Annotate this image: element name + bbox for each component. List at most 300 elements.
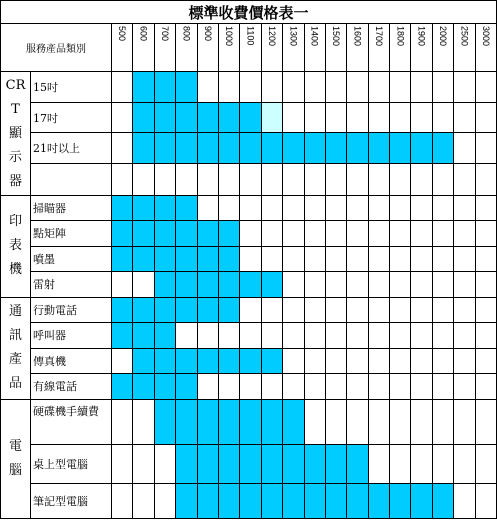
price-cell-empty	[454, 163, 475, 195]
price-cell-empty	[325, 195, 346, 220]
price-cell-empty	[475, 102, 496, 133]
price-cell-empty	[390, 374, 411, 399]
price-cell-empty	[390, 102, 411, 133]
price-cell-empty	[304, 246, 325, 271]
price-cell-empty	[454, 221, 475, 246]
price-cell-empty	[283, 246, 304, 271]
price-cell-filled	[176, 374, 197, 399]
price-cell-empty	[390, 221, 411, 246]
price-cell-empty	[411, 246, 432, 271]
price-cell-empty	[261, 72, 282, 103]
price-cell-filled	[154, 72, 175, 103]
price-cell-filled	[154, 348, 175, 373]
price-cell-empty	[454, 246, 475, 271]
price-cell-empty	[112, 348, 133, 373]
price-cell-empty	[197, 374, 218, 399]
price-cell-empty	[475, 348, 496, 373]
price-cell-empty	[325, 297, 346, 322]
price-column-label: 500	[117, 26, 128, 42]
price-cell-filled	[112, 221, 133, 246]
item-label: 硬碟機手續費	[31, 399, 112, 445]
price-cell-filled	[176, 399, 197, 445]
price-cell-filled	[218, 348, 239, 373]
price-cell-empty	[133, 484, 154, 519]
price-cell-filled	[154, 102, 175, 133]
price-cell-empty	[197, 163, 218, 195]
price-cell-filled	[304, 445, 325, 484]
price-cell-filled	[411, 133, 432, 164]
price-cell-empty	[390, 246, 411, 271]
price-column-label: 1500	[331, 26, 342, 47]
price-cell-empty	[347, 195, 368, 220]
price-cell-empty	[454, 445, 475, 484]
price-cell-empty	[240, 246, 261, 271]
price-cell-empty	[304, 102, 325, 133]
price-cell-empty	[432, 323, 453, 348]
price-cell-filled	[261, 445, 282, 484]
price-cell-empty	[475, 297, 496, 322]
price-cell-filled	[176, 102, 197, 133]
price-cell-empty	[368, 102, 389, 133]
item-label: 21吋以上	[31, 133, 112, 164]
price-cell-empty	[325, 72, 346, 103]
price-cell-filled	[176, 246, 197, 271]
price-cell-filled	[218, 297, 239, 322]
price-cell-empty	[390, 348, 411, 373]
price-column-header	[304, 24, 325, 72]
price-cell-empty	[304, 323, 325, 348]
price-column-label: 1900	[416, 26, 427, 47]
price-cell-empty	[368, 246, 389, 271]
price-cell-filled	[304, 133, 325, 164]
price-column-label: 900	[202, 26, 213, 42]
price-cell-filled	[432, 484, 453, 519]
price-cell-empty	[283, 272, 304, 297]
price-cell-filled	[283, 399, 304, 445]
price-cell-empty	[283, 323, 304, 348]
price-cell-filled	[283, 133, 304, 164]
price-column-header	[218, 24, 239, 72]
price-cell-empty	[368, 163, 389, 195]
price-cell-filled	[261, 484, 282, 519]
price-column-header	[454, 24, 475, 72]
price-table-body	[1, 1, 497, 519]
price-cell-empty	[390, 72, 411, 103]
price-cell-empty	[347, 348, 368, 373]
item-label	[31, 163, 112, 195]
price-cell-filled	[347, 133, 368, 164]
price-cell-filled	[197, 399, 218, 445]
price-cell-filled	[261, 399, 282, 445]
price-cell-empty	[133, 272, 154, 297]
price-cell-empty	[347, 221, 368, 246]
category-text: 電腦	[8, 438, 22, 478]
price-cell-empty	[304, 163, 325, 195]
price-cell-empty	[368, 195, 389, 220]
price-cell-empty	[411, 221, 432, 246]
price-cell-filled	[197, 272, 218, 297]
price-cell-filled	[112, 374, 133, 399]
price-cell-empty	[347, 102, 368, 133]
price-cell-empty	[390, 323, 411, 348]
table-row	[1, 374, 497, 399]
price-cell-empty	[218, 195, 239, 220]
price-cell-empty	[432, 221, 453, 246]
price-cell-empty	[304, 348, 325, 373]
category-label	[1, 297, 31, 399]
price-cell-filled	[197, 133, 218, 164]
price-cell-empty	[411, 272, 432, 297]
price-cell-filled	[283, 484, 304, 519]
price-cell-empty	[283, 72, 304, 103]
price-column-header	[347, 24, 368, 72]
price-cell-filled	[218, 221, 239, 246]
price-cell-empty	[325, 102, 346, 133]
price-cell-empty	[261, 374, 282, 399]
price-cell-filled	[176, 484, 197, 519]
price-cell-empty	[347, 246, 368, 271]
price-cell-empty	[454, 195, 475, 220]
price-cell-empty	[240, 297, 261, 322]
price-column-header	[133, 24, 154, 72]
price-cell-filled	[240, 445, 261, 484]
price-cell-empty	[218, 323, 239, 348]
price-cell-empty	[475, 221, 496, 246]
price-cell-empty	[325, 163, 346, 195]
item-label: 噴墨	[31, 246, 112, 271]
price-cell-filled	[176, 195, 197, 220]
price-cell-empty	[475, 272, 496, 297]
price-column-header	[112, 24, 133, 72]
price-cell-empty	[112, 133, 133, 164]
price-cell-empty	[454, 374, 475, 399]
price-cell-empty	[325, 221, 346, 246]
title-row	[1, 1, 497, 24]
price-cell-empty	[368, 72, 389, 103]
price-column-header	[432, 24, 453, 72]
price-cell-empty	[240, 195, 261, 220]
price-cell-empty	[154, 163, 175, 195]
table-row	[1, 133, 497, 164]
price-cell-empty	[218, 374, 239, 399]
table-row	[1, 445, 497, 484]
price-column-label: 2500	[459, 26, 470, 47]
price-cell-empty	[304, 297, 325, 322]
price-cell-empty	[368, 348, 389, 373]
price-cell-empty	[475, 374, 496, 399]
price-cell-empty	[112, 72, 133, 103]
price-cell-empty	[475, 72, 496, 103]
price-cell-empty	[368, 445, 389, 484]
price-cell-empty	[432, 272, 453, 297]
item-label: 掃瞄器	[31, 195, 112, 220]
price-cell-filled	[154, 323, 175, 348]
price-cell-empty	[197, 195, 218, 220]
price-cell-filled	[133, 72, 154, 103]
price-cell-filled	[240, 102, 261, 133]
price-cell-empty	[133, 163, 154, 195]
price-cell-filled	[261, 348, 282, 373]
price-cell-empty	[475, 484, 496, 519]
price-cell-empty	[304, 272, 325, 297]
price-cell-filled	[197, 484, 218, 519]
price-cell-filled	[261, 272, 282, 297]
table-row	[1, 221, 497, 246]
price-cell-empty	[432, 195, 453, 220]
price-column-header	[261, 24, 282, 72]
price-cell-empty	[218, 72, 239, 103]
price-cell-filled	[112, 246, 133, 271]
price-cell-filled	[133, 102, 154, 133]
price-cell-filled	[133, 348, 154, 373]
price-cell-filled	[218, 102, 239, 133]
price-cell-empty	[454, 484, 475, 519]
price-cell-filled	[197, 445, 218, 484]
price-cell-empty	[390, 445, 411, 484]
price-cell-empty	[475, 195, 496, 220]
price-column-label: 700	[159, 26, 170, 42]
price-column-label: 1800	[395, 26, 406, 47]
price-cell-empty	[347, 323, 368, 348]
price-cell-filled	[325, 133, 346, 164]
price-column-label: 800	[181, 26, 192, 42]
price-cell-empty	[411, 445, 432, 484]
price-cell-empty	[390, 163, 411, 195]
header-row	[1, 24, 497, 72]
price-cell-filled	[176, 72, 197, 103]
price-cell-empty	[283, 297, 304, 322]
price-cell-empty	[325, 348, 346, 373]
price-cell-empty	[261, 297, 282, 322]
price-cell-empty	[133, 399, 154, 445]
price-cell-empty	[261, 221, 282, 246]
price-cell-filled	[390, 133, 411, 164]
price-cell-filled	[133, 246, 154, 271]
price-cell-filled	[133, 195, 154, 220]
price-cell-filled	[218, 246, 239, 271]
price-cell-empty	[112, 102, 133, 133]
price-cell-empty	[454, 102, 475, 133]
price-cell-empty	[261, 323, 282, 348]
price-cell-empty	[325, 323, 346, 348]
price-cell-empty	[390, 297, 411, 322]
price-cell-empty	[411, 348, 432, 373]
price-cell-empty	[197, 72, 218, 103]
price-cell-filled	[133, 221, 154, 246]
price-column-label: 1200	[266, 26, 277, 47]
price-cell-empty	[261, 163, 282, 195]
price-cell-empty	[240, 323, 261, 348]
price-cell-empty	[368, 374, 389, 399]
price-column-header	[411, 24, 432, 72]
price-cell-filled	[197, 348, 218, 373]
price-cell-filled	[240, 272, 261, 297]
price-cell-empty	[112, 163, 133, 195]
price-cell-empty	[411, 323, 432, 348]
table-row	[1, 484, 497, 519]
table-row	[1, 399, 497, 445]
table-row	[1, 246, 497, 271]
category-text: CRT顯示器	[5, 77, 26, 189]
price-cell-empty	[454, 133, 475, 164]
price-cell-empty	[432, 348, 453, 373]
price-cell-filled	[112, 297, 133, 322]
category-label	[1, 195, 31, 297]
price-cell-empty	[304, 374, 325, 399]
price-cell-filled	[154, 297, 175, 322]
price-column-header	[283, 24, 304, 72]
price-cell-empty	[283, 374, 304, 399]
price-cell-filled	[368, 133, 389, 164]
price-cell-empty	[368, 399, 389, 445]
price-cell-empty	[411, 297, 432, 322]
price-cell-empty	[347, 272, 368, 297]
price-cell-empty	[454, 272, 475, 297]
price-column-header	[176, 24, 197, 72]
price-cell-empty	[368, 221, 389, 246]
item-label: 17吋	[31, 102, 112, 133]
price-cell-filled	[133, 323, 154, 348]
price-cell-empty	[283, 195, 304, 220]
price-column-header	[240, 24, 261, 72]
price-cell-empty	[347, 163, 368, 195]
price-cell-filled	[154, 246, 175, 271]
price-cell-empty	[411, 374, 432, 399]
price-column-header	[154, 24, 175, 72]
price-cell-empty	[432, 163, 453, 195]
price-cell-empty	[154, 484, 175, 519]
price-cell-empty	[325, 272, 346, 297]
price-cell-empty	[304, 72, 325, 103]
price-cell-empty	[454, 348, 475, 373]
price-cell-filled	[176, 221, 197, 246]
price-cell-empty	[454, 399, 475, 445]
price-column-label: 3000	[480, 26, 491, 47]
item-label: 雷射	[31, 272, 112, 297]
price-cell-filled	[112, 323, 133, 348]
price-cell-empty	[240, 72, 261, 103]
price-cell-filled	[325, 445, 346, 484]
price-column-label: 1600	[352, 26, 363, 47]
price-cell-filled	[176, 272, 197, 297]
price-cell-empty	[390, 399, 411, 445]
price-cell-filled	[176, 133, 197, 164]
price-cell-filled	[261, 133, 282, 164]
price-cell-filled	[240, 399, 261, 445]
price-column-header	[325, 24, 346, 72]
price-cell-empty	[432, 72, 453, 103]
price-cell-empty	[197, 323, 218, 348]
category-label	[1, 399, 31, 518]
price-cell-empty	[454, 323, 475, 348]
price-cell-empty	[218, 163, 239, 195]
price-cell-filled	[154, 133, 175, 164]
price-cell-empty	[454, 297, 475, 322]
table-row	[1, 72, 497, 103]
price-cell-filled	[154, 272, 175, 297]
price-cell-empty	[475, 323, 496, 348]
table-row	[1, 348, 497, 373]
price-cell-empty	[325, 246, 346, 271]
price-cell-empty	[432, 445, 453, 484]
table-row	[1, 272, 497, 297]
price-cell-empty	[283, 102, 304, 133]
price-cell-empty	[112, 484, 133, 519]
item-label: 15吋	[31, 72, 112, 103]
price-cell-filled	[304, 484, 325, 519]
price-cell-empty	[432, 399, 453, 445]
price-cell-empty	[261, 246, 282, 271]
price-cell-empty	[432, 102, 453, 133]
item-label: 桌上型電腦	[31, 445, 112, 484]
price-cell-filled	[197, 221, 218, 246]
price-cell-filled	[133, 374, 154, 399]
price-cell-filled	[154, 374, 175, 399]
price-cell-empty	[176, 163, 197, 195]
price-cell-filled	[218, 399, 239, 445]
price-cell-partial	[261, 102, 282, 133]
price-cell-filled	[218, 484, 239, 519]
price-cell-filled	[154, 195, 175, 220]
price-cell-empty	[112, 399, 133, 445]
price-cell-empty	[283, 163, 304, 195]
price-cell-filled	[432, 133, 453, 164]
price-cell-empty	[347, 399, 368, 445]
price-column-label: 1400	[309, 26, 320, 47]
price-cell-empty	[325, 399, 346, 445]
price-cell-empty	[411, 195, 432, 220]
price-column-header	[475, 24, 496, 72]
price-cell-empty	[390, 272, 411, 297]
price-cell-empty	[411, 72, 432, 103]
price-cell-empty	[240, 163, 261, 195]
price-cell-empty	[240, 374, 261, 399]
price-column-label: 1300	[288, 26, 299, 47]
price-cell-empty	[368, 297, 389, 322]
price-cell-filled	[133, 297, 154, 322]
price-cell-empty	[112, 445, 133, 484]
price-cell-empty	[325, 374, 346, 399]
price-cell-empty	[390, 195, 411, 220]
table-row	[1, 297, 497, 322]
price-cell-empty	[432, 374, 453, 399]
price-cell-filled	[218, 272, 239, 297]
price-cell-empty	[304, 399, 325, 445]
price-cell-empty	[304, 195, 325, 220]
price-cell-empty	[475, 246, 496, 271]
price-cell-empty	[347, 374, 368, 399]
price-column-label: 1700	[373, 26, 384, 47]
price-cell-empty	[304, 221, 325, 246]
price-cell-filled	[176, 348, 197, 373]
table-row	[1, 323, 497, 348]
price-column-header	[368, 24, 389, 72]
price-cell-empty	[411, 399, 432, 445]
price-cell-filled	[218, 445, 239, 484]
price-cell-filled	[368, 484, 389, 519]
price-cell-filled	[154, 221, 175, 246]
price-column-header	[390, 24, 411, 72]
table-row	[1, 195, 497, 220]
price-cell-filled	[240, 484, 261, 519]
category-text: 印表機	[8, 214, 22, 278]
price-cell-filled	[240, 133, 261, 164]
item-label: 呼叫器	[31, 323, 112, 348]
price-cell-filled	[176, 297, 197, 322]
price-cell-filled	[176, 445, 197, 484]
price-cell-filled	[240, 348, 261, 373]
price-cell-filled	[390, 484, 411, 519]
